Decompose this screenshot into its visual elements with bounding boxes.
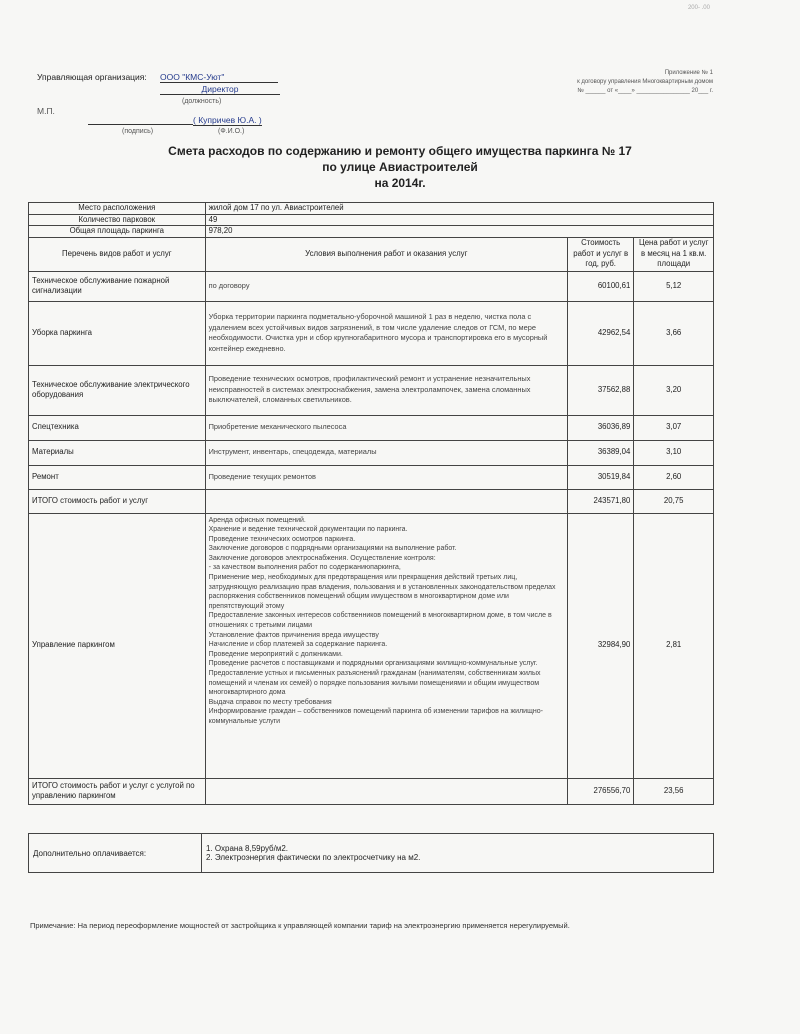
grand-total-row bbox=[29, 778, 714, 804]
row-conditions: Приобретение механического пылесоса bbox=[205, 415, 567, 440]
total-price: 20,75 bbox=[634, 489, 714, 513]
header-conditions: Условия выполнения работ и оказания услуг bbox=[205, 237, 567, 271]
management-line: Установление фактов причинения вреда имуществу bbox=[208, 631, 379, 639]
management-line: Проведение мероприятий с должниками. bbox=[208, 650, 343, 658]
extra-payments-table bbox=[28, 833, 714, 873]
document-title bbox=[0, 143, 800, 191]
row-conditions: Уборка территории паркинга подметально-уборочной машиной 1 раз в неделю, чистка пола с удалением всех устойчивых видов загрязнений, в том числе удаление следов от ГСМ, по мере необходимости. Очистка урн и сбор крупногабаритного мусора и транспортировка его в мусорный контейнер ежедневно. bbox=[205, 301, 567, 365]
corner-mark: 200- .00 bbox=[687, 5, 710, 11]
row-service: Материалы bbox=[29, 440, 206, 465]
row-conditions: Проведение текущих ремонтов bbox=[205, 465, 567, 489]
row-service: Уборка паркинга bbox=[29, 301, 206, 365]
grand-total-price: 23,56 bbox=[634, 778, 714, 804]
table-row bbox=[29, 440, 714, 465]
row-price: 3,10 bbox=[634, 440, 714, 465]
info-row-area bbox=[29, 226, 714, 238]
management-price: 2,81 bbox=[634, 513, 714, 778]
management-service: Управление паркингом bbox=[29, 513, 206, 778]
row-conditions: Инструмент, инвентарь, спецодежда, материалы bbox=[205, 440, 567, 465]
total-label: ИТОГО стоимость работ и услуг bbox=[29, 489, 206, 513]
position-caption: (должность) bbox=[182, 98, 222, 105]
management-line: Заключение договоров электроснабжения. Осуществление контроля: bbox=[208, 554, 436, 562]
row-price: 5,12 bbox=[634, 271, 714, 301]
row-cost: 42962,54 bbox=[568, 301, 634, 365]
area-value: 978,20 bbox=[205, 226, 713, 238]
management-line: Заключение договоров с подрядными организациями на выполнение работ. bbox=[208, 545, 457, 553]
table-row bbox=[29, 465, 714, 489]
management-line: - за качеством выполнения работ по содержаниюпаркинга, bbox=[208, 564, 401, 572]
extra-item-2: 2. Электроэнергия фактически по электросчетчику на м2. bbox=[206, 853, 421, 862]
row-conditions: Проведение технических осмотров, профилактический ремонт и устранение незначительных неисправностей в системах электроснабжения, замена электролампочек, замена сломанных выключателей, сломанных светильников. bbox=[205, 365, 567, 415]
management-line: Аренда офисных помещений. bbox=[208, 516, 306, 524]
signer-name: ( Купричев Ю.А. ) bbox=[193, 115, 262, 125]
management-line: Выдача справок по месту требования bbox=[208, 698, 332, 706]
table-row bbox=[29, 415, 714, 440]
grand-total-cost: 276556,70 bbox=[568, 778, 634, 804]
management-line: Начисление и сбор платежей за содержание паркинга. bbox=[208, 641, 388, 649]
row-cost: 36389,04 bbox=[568, 440, 634, 465]
spaces-label: Количество парковок bbox=[29, 214, 206, 226]
management-line: Информирование граждан – собственников помещений паркинга об изменении тарифов на жилищно-коммунальные услуги bbox=[208, 708, 543, 725]
signature-caption: (подпись) bbox=[122, 128, 154, 135]
total-cost: 243571,80 bbox=[568, 489, 634, 513]
extra-row bbox=[29, 834, 714, 873]
title-line-2: по улице Авиастроителей bbox=[322, 160, 478, 174]
management-line: Проведение расчетов с поставщиками и подрядными организациями жилищно-коммунальные услуг. bbox=[208, 660, 538, 668]
management-line: Проведение технических осмотров паркинга. bbox=[208, 535, 356, 543]
title-line-1: Смета расходов по содержанию и ремонту общего имущества паркинга № 17 bbox=[168, 144, 632, 158]
row-cost: 36036,89 bbox=[568, 415, 634, 440]
table-row bbox=[29, 365, 714, 415]
footnote: Примечание: На период переоформление мощностей от застройщика к управляющей компании тариф на электроэнергию применяется нерегулируемый. bbox=[30, 921, 570, 930]
appendix-line-3: № ______ от «____» ________________ 20___ г. bbox=[577, 88, 713, 94]
table-row bbox=[29, 301, 714, 365]
info-row-location bbox=[29, 203, 714, 215]
row-service: Техническое обслуживание пожарной сигнализации bbox=[29, 271, 206, 301]
info-row-spaces bbox=[29, 214, 714, 226]
header-cost-year: Стоимость работ и услуг в год, руб. bbox=[568, 237, 634, 271]
header-price-month: Цена работ и услуг в месяц на 1 кв.м. площади bbox=[634, 237, 714, 271]
management-conditions bbox=[205, 513, 567, 778]
appendix-line-1: Приложение № 1 bbox=[664, 70, 713, 76]
stamp-label: М.П. bbox=[37, 106, 55, 116]
row-conditions: по договору bbox=[205, 271, 567, 301]
row-price: 2,60 bbox=[634, 465, 714, 489]
total-row bbox=[29, 489, 714, 513]
row-cost: 60100,61 bbox=[568, 271, 634, 301]
appendix-line-2: к договору управления Многоквартирным домом bbox=[577, 79, 713, 85]
header-services: Перечень видов работ и услуг bbox=[29, 237, 206, 271]
management-row bbox=[29, 513, 714, 778]
org-name: ООО "КМС-Уют" bbox=[160, 72, 278, 83]
area-label: Общая площадь паркинга bbox=[29, 226, 206, 238]
org-label: Управляющая организация: bbox=[37, 72, 147, 82]
fio-caption: (Ф.И.О.) bbox=[218, 128, 245, 135]
header-row bbox=[29, 237, 714, 271]
management-line: Применение мер, необходимых для предотвращения или прекращения действий третьих лиц, затрудняющую реализацию прав владения, пользования и в установленных законодательством пределах распоряжения собственников помещений общим имуществом в многоквартирном доме или препятствующий этому bbox=[208, 574, 556, 610]
management-cost: 32984,90 bbox=[568, 513, 634, 778]
location-label: Место расположения bbox=[29, 203, 206, 215]
spaces-value: 49 bbox=[205, 214, 713, 226]
grand-total-label: ИТОГО стоимость работ и услуг с услугой по управлению паркингом bbox=[29, 778, 206, 804]
estimate-table bbox=[28, 202, 714, 805]
row-cost: 37562,88 bbox=[568, 365, 634, 415]
extra-label: Дополнительно оплачивается: bbox=[29, 834, 202, 873]
row-service: Техническое обслуживание электрического оборудования bbox=[29, 365, 206, 415]
management-line: Хранение и ведение технической документации по паркинга. bbox=[208, 526, 408, 534]
title-line-3: на 2014г. bbox=[374, 176, 426, 190]
extra-item-1: 1. Охрана 8,59руб/м2. bbox=[206, 844, 289, 853]
org-position: Директор bbox=[160, 84, 280, 95]
management-line: Предоставление устных и письменных разъяснений гражданам (нанимателям, собственникам жилых помещений и членам их семей) о порядке пользования жилыми помещениями и общим имуществом многоквартирного дома bbox=[208, 670, 541, 697]
management-line: Предоставление законных интересов собственников помещений в многоквартирном доме, в том числе в отношениях с третьими лицами bbox=[208, 612, 552, 630]
row-service: Ремонт bbox=[29, 465, 206, 489]
extra-items bbox=[202, 834, 714, 873]
row-cost: 30519,84 bbox=[568, 465, 634, 489]
table-row bbox=[29, 271, 714, 301]
signature-line bbox=[88, 124, 193, 125]
location-value: жилой дом 17 по ул. Авиастроителей bbox=[205, 203, 713, 215]
row-service: Спецтехника bbox=[29, 415, 206, 440]
row-price: 3,20 bbox=[634, 365, 714, 415]
row-price: 3,07 bbox=[634, 415, 714, 440]
row-price: 3,66 bbox=[634, 301, 714, 365]
